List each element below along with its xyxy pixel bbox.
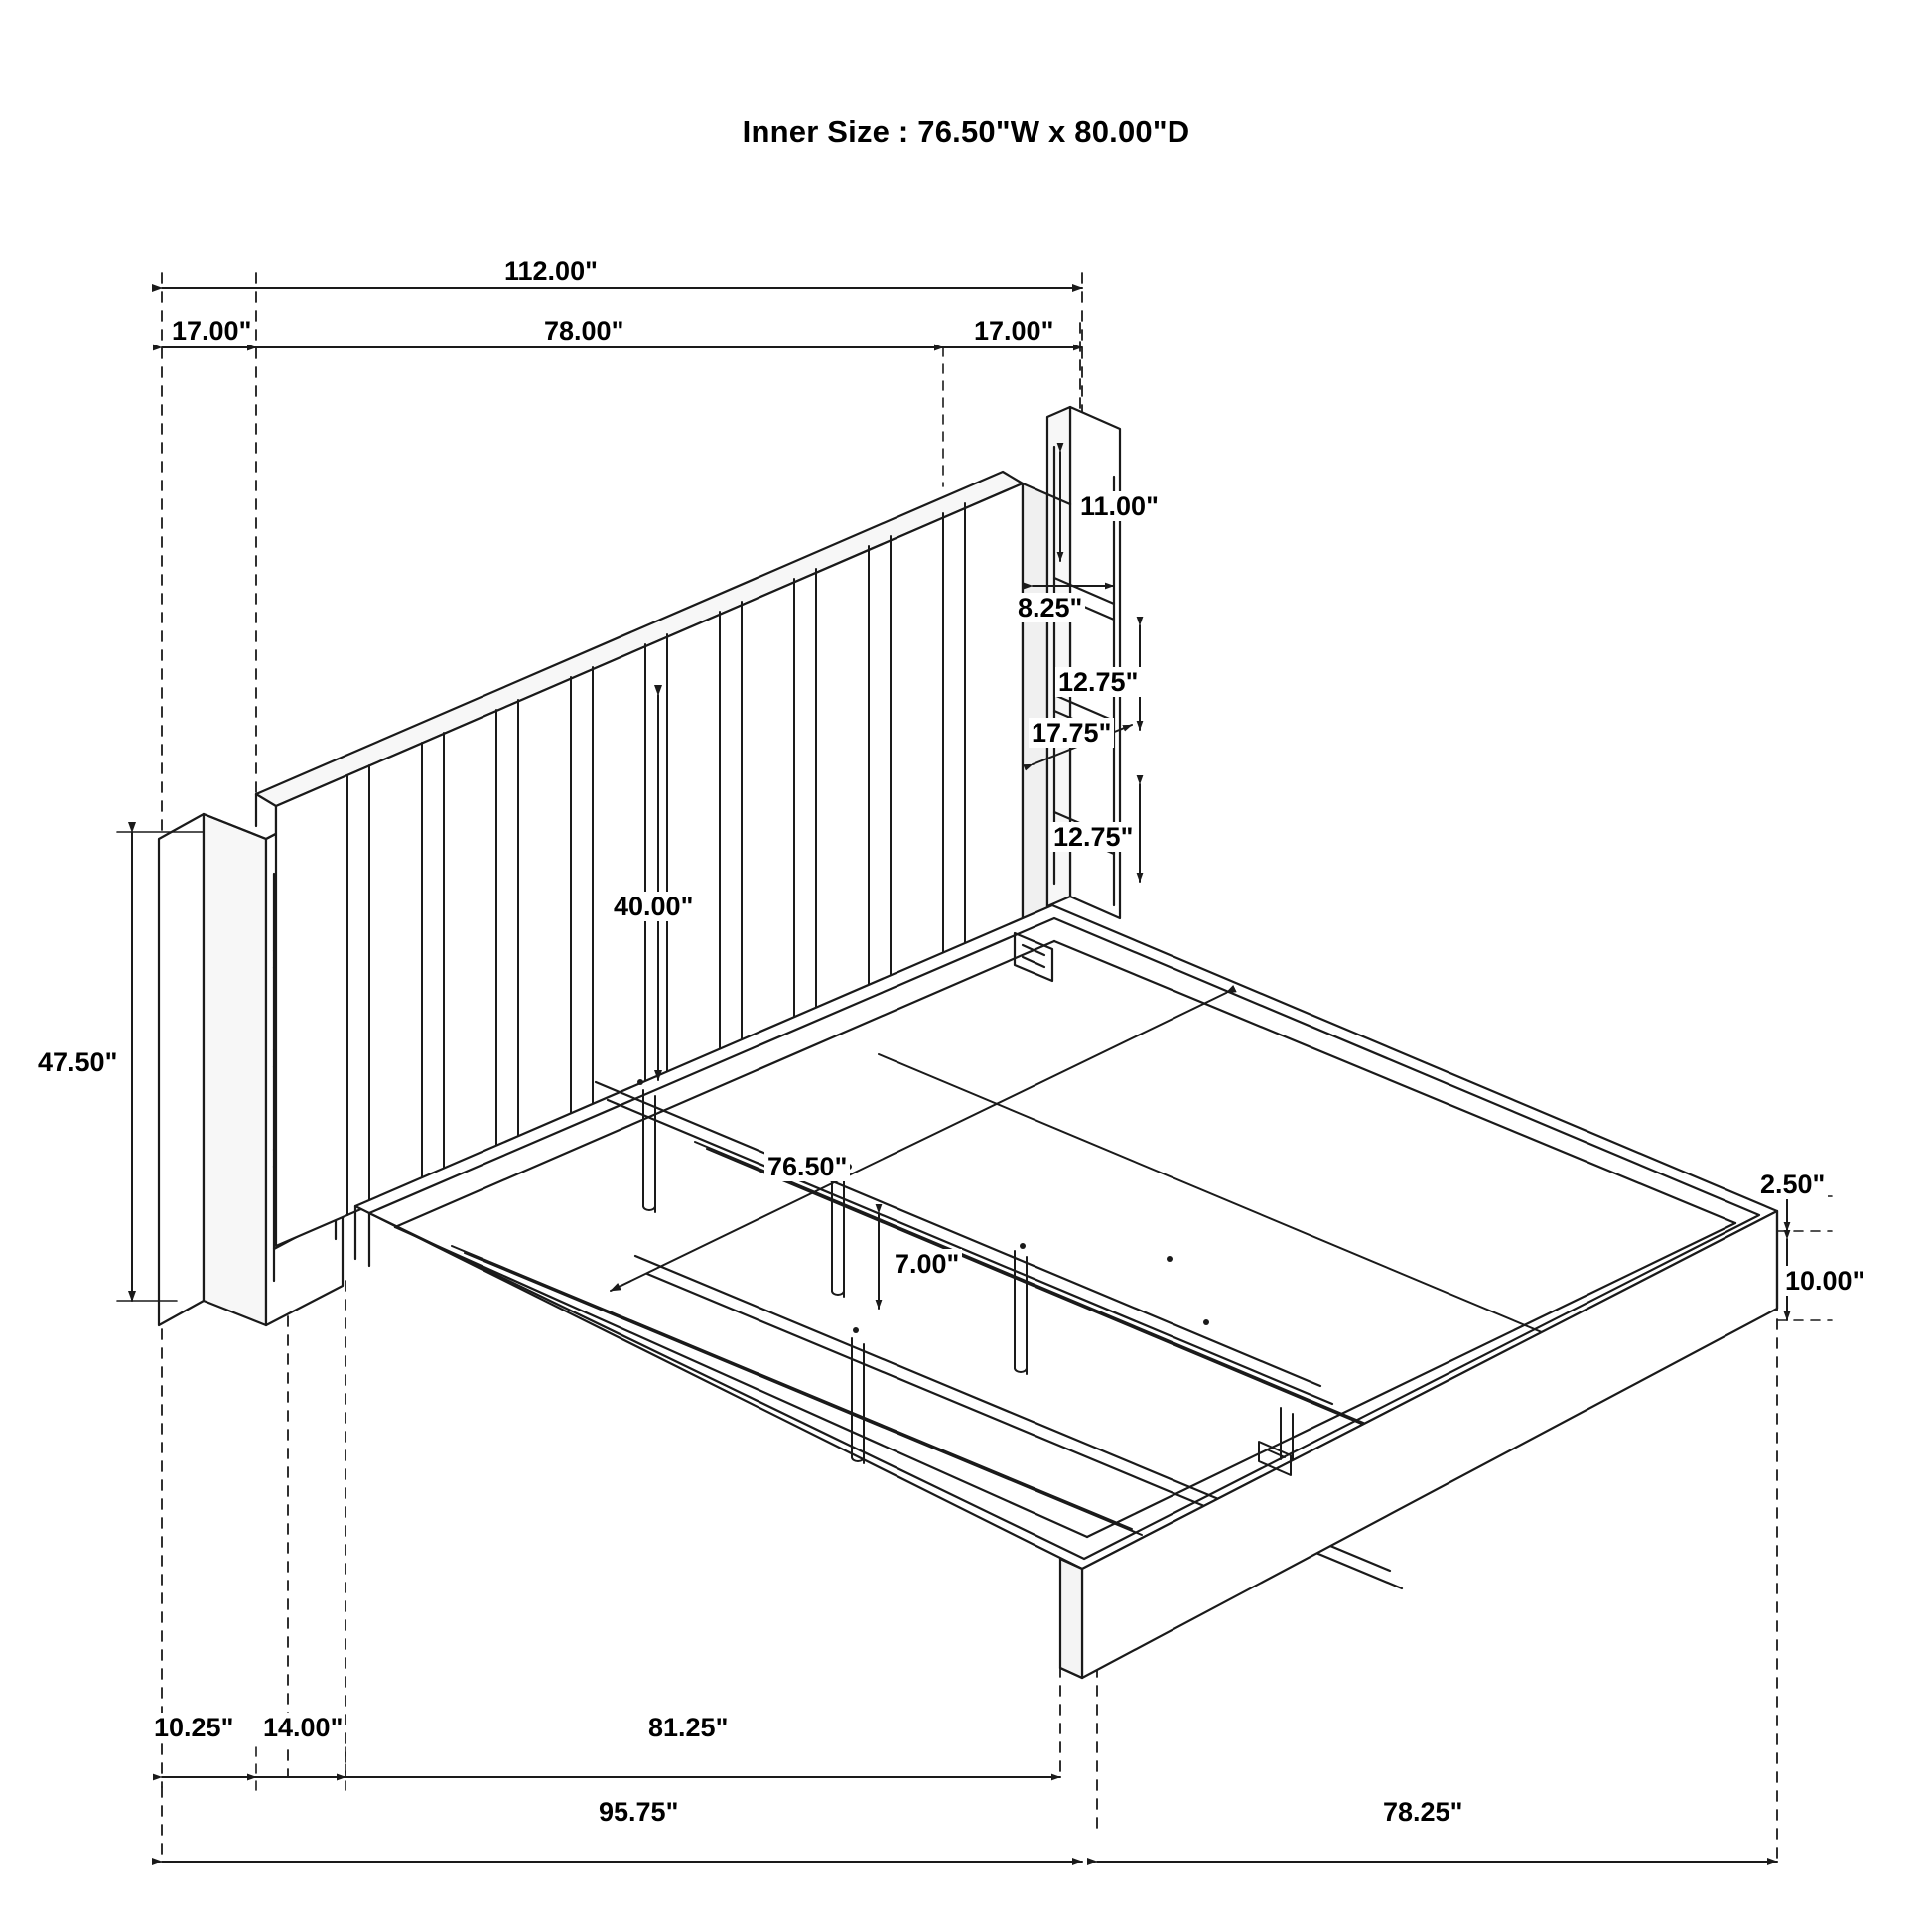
dimension-mattress-width-inner: 76.50" [764,1152,850,1181]
dimension-headboard-panel-height: 40.00" [611,892,696,921]
dimension-headboard-width: 78.00" [541,316,626,345]
dimension-overall-width: 112.00" [501,256,601,286]
dimension-bottom-shelf-height: 12.75" [1050,822,1136,852]
dimension-panel-depth: 14.00" [260,1713,345,1742]
dimension-rail-thickness: 2.50" [1757,1170,1828,1199]
dimension-right-panel-width-top: 17.00" [971,316,1056,345]
dimension-middle-shelf-height: 12.75" [1055,667,1141,697]
dimension-overall-depth-left: 95.75" [596,1797,681,1827]
dimension-shelf-depth: 8.25" [1015,593,1085,622]
dimension-side-panel-height: 47.50" [35,1047,120,1077]
dimension-top-shelf-height: 11.00" [1077,491,1162,521]
dimension-bed-depth-partial: 81.25" [645,1713,731,1742]
dimension-lower-shelf-opening: 17.75" [1029,718,1114,748]
dimension-left-panel-width-top: 17.00" [169,316,254,345]
page-title: Inner Size : 76.50"W x 80.00"D [742,114,1190,149]
dimension-overall-depth-right: 78.25" [1380,1797,1465,1827]
dimension-left-overhang-depth: 10.25" [151,1713,236,1742]
dimension-slat-clearance-height: 7.00" [892,1249,962,1279]
dimension-base-height: 10.00" [1782,1266,1867,1296]
